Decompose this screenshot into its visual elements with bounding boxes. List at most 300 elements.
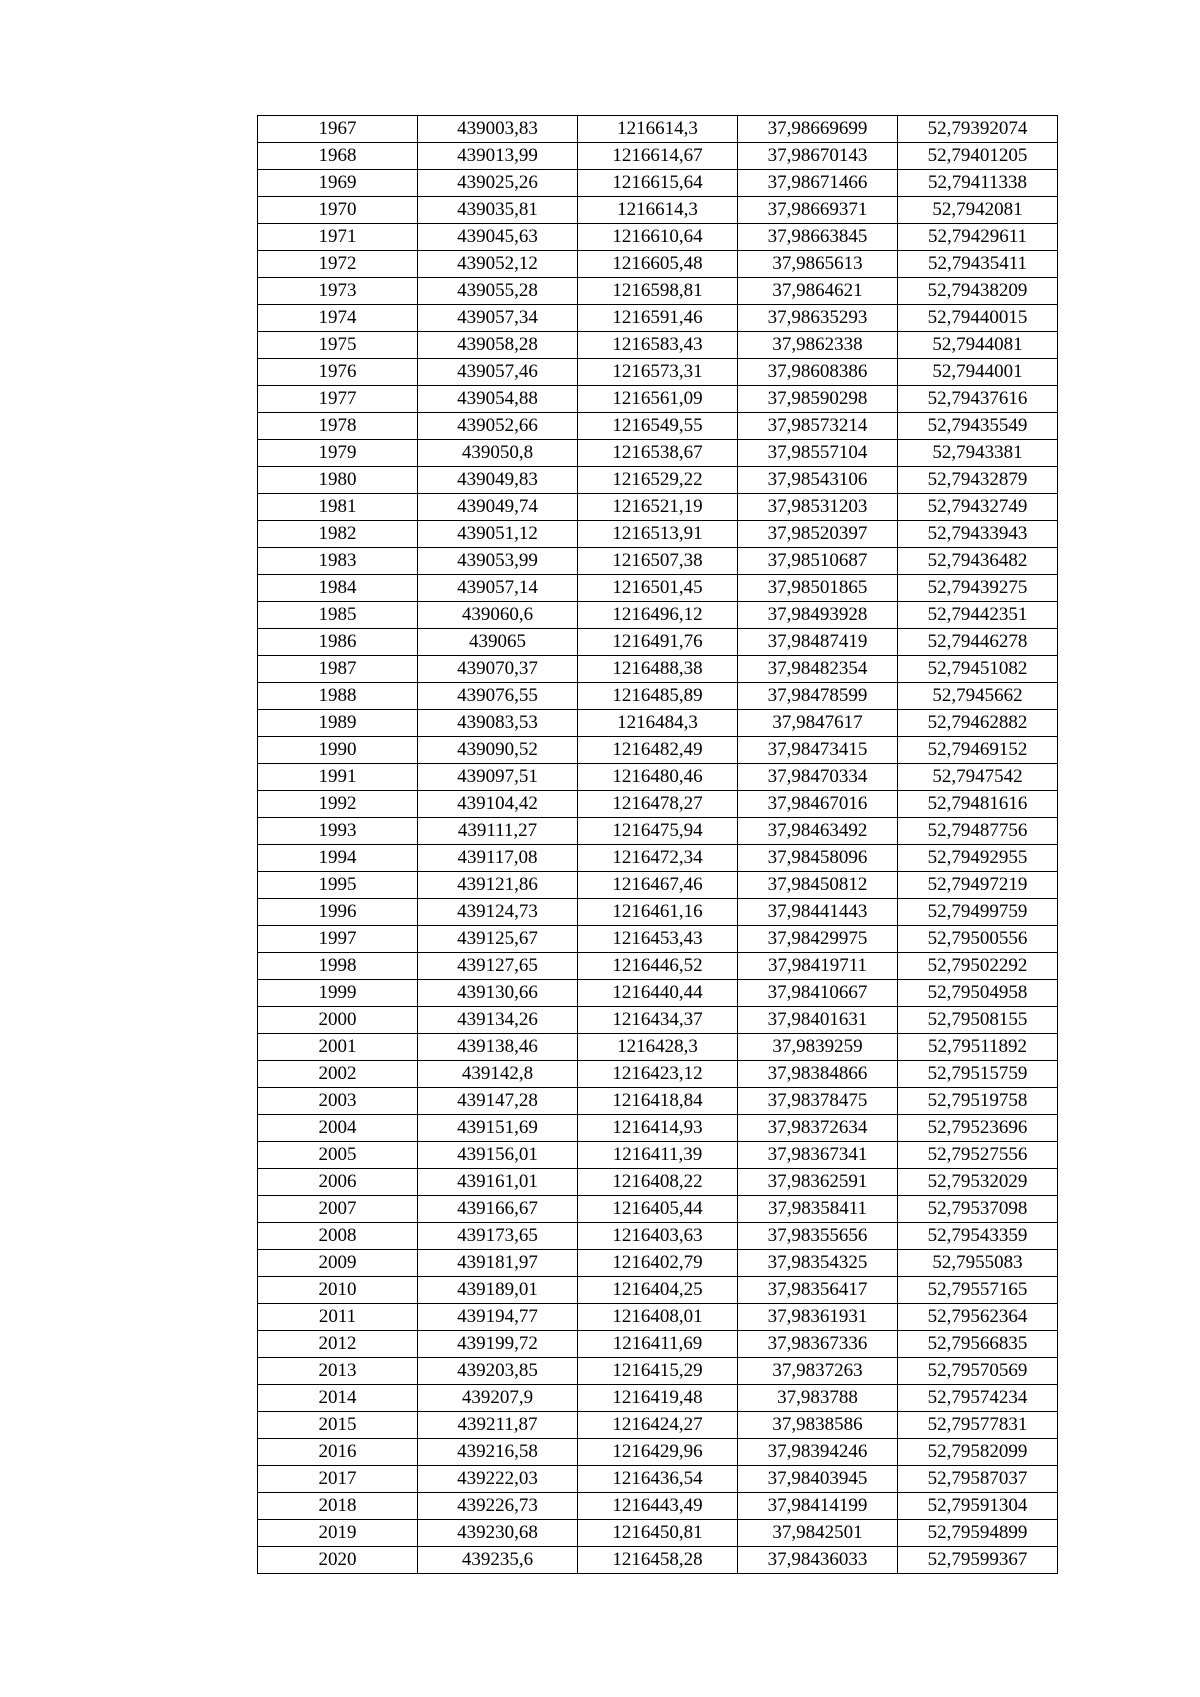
value-b-cell: 1216484,3 — [578, 710, 738, 737]
value-a-cell: 439003,83 — [418, 116, 578, 143]
value-a-cell: 439057,34 — [418, 305, 578, 332]
value-c-cell: 37,9862338 — [738, 332, 898, 359]
value-b-cell: 1216419,48 — [578, 1385, 738, 1412]
value-d-cell: 52,79574234 — [898, 1385, 1058, 1412]
table-row — [258, 953, 1058, 980]
value-d-cell: 52,7947542 — [898, 764, 1058, 791]
value-a-cell: 439045,63 — [418, 224, 578, 251]
value-c-cell: 37,98355656 — [738, 1223, 898, 1250]
year-cell: 1995 — [258, 872, 418, 899]
year-cell: 1997 — [258, 926, 418, 953]
table-row — [258, 494, 1058, 521]
table-row — [258, 224, 1058, 251]
value-a-cell: 439203,85 — [418, 1358, 578, 1385]
value-d-cell: 52,79462882 — [898, 710, 1058, 737]
table-row — [258, 359, 1058, 386]
year-cell: 2001 — [258, 1034, 418, 1061]
value-a-cell: 439070,37 — [418, 656, 578, 683]
value-b-cell: 1216521,19 — [578, 494, 738, 521]
value-d-cell: 52,79562364 — [898, 1304, 1058, 1331]
table-row — [258, 683, 1058, 710]
value-c-cell: 37,98531203 — [738, 494, 898, 521]
value-b-cell: 1216614,3 — [578, 116, 738, 143]
value-b-cell: 1216614,67 — [578, 143, 738, 170]
value-b-cell: 1216605,48 — [578, 251, 738, 278]
year-cell: 1979 — [258, 440, 418, 467]
year-cell: 2008 — [258, 1223, 418, 1250]
value-b-cell: 1216482,49 — [578, 737, 738, 764]
year-cell: 2011 — [258, 1304, 418, 1331]
year-cell: 1967 — [258, 116, 418, 143]
value-d-cell: 52,79433943 — [898, 521, 1058, 548]
table-row — [258, 1331, 1058, 1358]
value-d-cell: 52,79527556 — [898, 1142, 1058, 1169]
year-cell: 1976 — [258, 359, 418, 386]
value-b-cell: 1216598,81 — [578, 278, 738, 305]
value-a-cell: 439173,65 — [418, 1223, 578, 1250]
value-c-cell: 37,98663845 — [738, 224, 898, 251]
value-c-cell: 37,98358411 — [738, 1196, 898, 1223]
value-b-cell: 1216461,16 — [578, 899, 738, 926]
value-b-cell: 1216488,38 — [578, 656, 738, 683]
year-cell: 1971 — [258, 224, 418, 251]
value-c-cell: 37,98361931 — [738, 1304, 898, 1331]
year-cell: 2019 — [258, 1520, 418, 1547]
value-d-cell: 52,79429611 — [898, 224, 1058, 251]
value-a-cell: 439235,6 — [418, 1547, 578, 1574]
table-row — [258, 899, 1058, 926]
value-d-cell: 52,79481616 — [898, 791, 1058, 818]
value-c-cell: 37,98362591 — [738, 1169, 898, 1196]
value-d-cell: 52,79591304 — [898, 1493, 1058, 1520]
table-row — [258, 1196, 1058, 1223]
value-b-cell: 1216424,27 — [578, 1412, 738, 1439]
year-cell: 1977 — [258, 386, 418, 413]
value-c-cell: 37,98608386 — [738, 359, 898, 386]
table-row — [258, 1034, 1058, 1061]
value-b-cell: 1216414,93 — [578, 1115, 738, 1142]
value-b-cell: 1216404,25 — [578, 1277, 738, 1304]
value-c-cell: 37,98410667 — [738, 980, 898, 1007]
value-a-cell: 439138,46 — [418, 1034, 578, 1061]
table-row — [258, 332, 1058, 359]
value-a-cell: 439151,69 — [418, 1115, 578, 1142]
value-d-cell: 52,79432879 — [898, 467, 1058, 494]
value-a-cell: 439057,14 — [418, 575, 578, 602]
table-row — [258, 1169, 1058, 1196]
year-cell: 1983 — [258, 548, 418, 575]
table-row — [258, 1223, 1058, 1250]
year-cell: 1982 — [258, 521, 418, 548]
value-b-cell: 1216501,45 — [578, 575, 738, 602]
table-row — [258, 251, 1058, 278]
table-row — [258, 656, 1058, 683]
value-a-cell: 439194,77 — [418, 1304, 578, 1331]
value-c-cell: 37,9864621 — [738, 278, 898, 305]
value-c-cell: 37,98670143 — [738, 143, 898, 170]
value-c-cell: 37,98543106 — [738, 467, 898, 494]
value-d-cell: 52,79500556 — [898, 926, 1058, 953]
value-b-cell: 1216411,39 — [578, 1142, 738, 1169]
year-cell: 1984 — [258, 575, 418, 602]
value-c-cell: 37,98394246 — [738, 1439, 898, 1466]
year-cell: 1981 — [258, 494, 418, 521]
value-a-cell: 439147,28 — [418, 1088, 578, 1115]
value-a-cell: 439052,12 — [418, 251, 578, 278]
year-cell: 2012 — [258, 1331, 418, 1358]
table-row — [258, 575, 1058, 602]
value-c-cell: 37,98354325 — [738, 1250, 898, 1277]
value-d-cell: 52,79497219 — [898, 872, 1058, 899]
value-c-cell: 37,98463492 — [738, 818, 898, 845]
year-cell: 1988 — [258, 683, 418, 710]
value-b-cell: 1216423,12 — [578, 1061, 738, 1088]
value-b-cell: 1216507,38 — [578, 548, 738, 575]
value-d-cell: 52,79411338 — [898, 170, 1058, 197]
value-d-cell: 52,79543359 — [898, 1223, 1058, 1250]
value-b-cell: 1216405,44 — [578, 1196, 738, 1223]
year-cell: 1994 — [258, 845, 418, 872]
value-d-cell: 52,79392074 — [898, 116, 1058, 143]
value-b-cell: 1216408,22 — [578, 1169, 738, 1196]
value-d-cell: 52,79451082 — [898, 656, 1058, 683]
value-b-cell: 1216529,22 — [578, 467, 738, 494]
value-b-cell: 1216434,37 — [578, 1007, 738, 1034]
value-c-cell: 37,98573214 — [738, 413, 898, 440]
table-row — [258, 143, 1058, 170]
value-a-cell: 439035,81 — [418, 197, 578, 224]
value-d-cell: 52,79582099 — [898, 1439, 1058, 1466]
year-cell: 1985 — [258, 602, 418, 629]
table-row — [258, 710, 1058, 737]
value-c-cell: 37,98482354 — [738, 656, 898, 683]
value-d-cell: 52,79487756 — [898, 818, 1058, 845]
year-cell: 1993 — [258, 818, 418, 845]
table-row — [258, 1520, 1058, 1547]
value-a-cell: 439058,28 — [418, 332, 578, 359]
value-a-cell: 439051,12 — [418, 521, 578, 548]
value-a-cell: 439189,01 — [418, 1277, 578, 1304]
value-c-cell: 37,98669371 — [738, 197, 898, 224]
table-row — [258, 521, 1058, 548]
value-c-cell: 37,98473415 — [738, 737, 898, 764]
value-c-cell: 37,98493928 — [738, 602, 898, 629]
value-a-cell: 439117,08 — [418, 845, 578, 872]
value-a-cell: 439166,67 — [418, 1196, 578, 1223]
value-a-cell: 439161,01 — [418, 1169, 578, 1196]
value-a-cell: 439111,27 — [418, 818, 578, 845]
table-body — [258, 116, 1058, 1574]
value-b-cell: 1216408,01 — [578, 1304, 738, 1331]
value-d-cell: 52,79557165 — [898, 1277, 1058, 1304]
value-c-cell: 37,98557104 — [738, 440, 898, 467]
table-row — [258, 629, 1058, 656]
year-cell: 2018 — [258, 1493, 418, 1520]
value-c-cell: 37,98467016 — [738, 791, 898, 818]
value-a-cell: 439124,73 — [418, 899, 578, 926]
value-a-cell: 439053,99 — [418, 548, 578, 575]
table-row — [258, 980, 1058, 1007]
year-cell: 1987 — [258, 656, 418, 683]
value-b-cell: 1216453,43 — [578, 926, 738, 953]
value-a-cell: 439013,99 — [418, 143, 578, 170]
year-cell: 1999 — [258, 980, 418, 1007]
value-c-cell: 37,9838586 — [738, 1412, 898, 1439]
table-row — [258, 278, 1058, 305]
table-row — [258, 1385, 1058, 1412]
table-row — [258, 737, 1058, 764]
value-a-cell: 439226,73 — [418, 1493, 578, 1520]
year-cell: 1970 — [258, 197, 418, 224]
table-row — [258, 764, 1058, 791]
table-row — [258, 1547, 1058, 1574]
year-cell: 2004 — [258, 1115, 418, 1142]
year-cell: 1980 — [258, 467, 418, 494]
value-a-cell: 439049,83 — [418, 467, 578, 494]
value-d-cell: 52,79523696 — [898, 1115, 1058, 1142]
year-cell: 2010 — [258, 1277, 418, 1304]
year-cell: 2014 — [258, 1385, 418, 1412]
table-row — [258, 548, 1058, 575]
table-row — [258, 1466, 1058, 1493]
value-c-cell: 37,98510687 — [738, 548, 898, 575]
year-cell: 1992 — [258, 791, 418, 818]
value-b-cell: 1216436,54 — [578, 1466, 738, 1493]
value-b-cell: 1216443,49 — [578, 1493, 738, 1520]
value-b-cell: 1216513,91 — [578, 521, 738, 548]
value-a-cell: 439060,6 — [418, 602, 578, 629]
value-a-cell: 439121,86 — [418, 872, 578, 899]
table-row — [258, 1304, 1058, 1331]
year-cell: 1975 — [258, 332, 418, 359]
table-row — [258, 1061, 1058, 1088]
value-d-cell: 52,79508155 — [898, 1007, 1058, 1034]
value-d-cell: 52,79599367 — [898, 1547, 1058, 1574]
value-a-cell: 439181,97 — [418, 1250, 578, 1277]
value-c-cell: 37,98450812 — [738, 872, 898, 899]
value-a-cell: 439207,9 — [418, 1385, 578, 1412]
value-c-cell: 37,98378475 — [738, 1088, 898, 1115]
year-cell: 1986 — [258, 629, 418, 656]
value-c-cell: 37,98419711 — [738, 953, 898, 980]
value-c-cell: 37,98590298 — [738, 386, 898, 413]
value-b-cell: 1216573,31 — [578, 359, 738, 386]
table-row — [258, 602, 1058, 629]
value-d-cell: 52,7943381 — [898, 440, 1058, 467]
value-a-cell: 439054,88 — [418, 386, 578, 413]
value-d-cell: 52,79435411 — [898, 251, 1058, 278]
value-b-cell: 1216411,69 — [578, 1331, 738, 1358]
value-a-cell: 439142,8 — [418, 1061, 578, 1088]
table-row — [258, 305, 1058, 332]
value-c-cell: 37,98356417 — [738, 1277, 898, 1304]
year-cell: 1969 — [258, 170, 418, 197]
value-a-cell: 439216,58 — [418, 1439, 578, 1466]
table-row — [258, 413, 1058, 440]
data-table — [257, 115, 1058, 1574]
value-d-cell: 52,7955083 — [898, 1250, 1058, 1277]
year-cell: 1996 — [258, 899, 418, 926]
table-row — [258, 1493, 1058, 1520]
value-c-cell: 37,98478599 — [738, 683, 898, 710]
value-c-cell: 37,98470334 — [738, 764, 898, 791]
table-row — [258, 467, 1058, 494]
value-d-cell: 52,79442351 — [898, 602, 1058, 629]
year-cell: 1991 — [258, 764, 418, 791]
year-cell: 1968 — [258, 143, 418, 170]
value-c-cell: 37,98367336 — [738, 1331, 898, 1358]
value-a-cell: 439049,74 — [418, 494, 578, 521]
value-c-cell: 37,9865613 — [738, 251, 898, 278]
value-c-cell: 37,98414199 — [738, 1493, 898, 1520]
value-a-cell: 439125,67 — [418, 926, 578, 953]
table-row — [258, 170, 1058, 197]
value-d-cell: 52,79587037 — [898, 1466, 1058, 1493]
value-d-cell: 52,79532029 — [898, 1169, 1058, 1196]
value-c-cell: 37,9837263 — [738, 1358, 898, 1385]
year-cell: 2017 — [258, 1466, 418, 1493]
value-c-cell: 37,98669699 — [738, 116, 898, 143]
year-cell: 2002 — [258, 1061, 418, 1088]
value-d-cell: 52,79519758 — [898, 1088, 1058, 1115]
value-a-cell: 439230,68 — [418, 1520, 578, 1547]
year-cell: 2013 — [258, 1358, 418, 1385]
value-d-cell: 52,79446278 — [898, 629, 1058, 656]
value-b-cell: 1216446,52 — [578, 953, 738, 980]
value-b-cell: 1216480,46 — [578, 764, 738, 791]
value-d-cell: 52,7942081 — [898, 197, 1058, 224]
value-a-cell: 439211,87 — [418, 1412, 578, 1439]
value-c-cell: 37,983788 — [738, 1385, 898, 1412]
value-d-cell: 52,79537098 — [898, 1196, 1058, 1223]
value-d-cell: 52,79469152 — [898, 737, 1058, 764]
value-c-cell: 37,98635293 — [738, 305, 898, 332]
value-b-cell: 1216615,64 — [578, 170, 738, 197]
value-a-cell: 439057,46 — [418, 359, 578, 386]
value-d-cell: 52,79435549 — [898, 413, 1058, 440]
value-b-cell: 1216591,46 — [578, 305, 738, 332]
value-a-cell: 439199,72 — [418, 1331, 578, 1358]
value-b-cell: 1216491,76 — [578, 629, 738, 656]
value-b-cell: 1216561,09 — [578, 386, 738, 413]
value-d-cell: 52,79436482 — [898, 548, 1058, 575]
year-cell: 1989 — [258, 710, 418, 737]
value-b-cell: 1216418,84 — [578, 1088, 738, 1115]
table-row — [258, 845, 1058, 872]
value-d-cell: 52,79570569 — [898, 1358, 1058, 1385]
value-c-cell: 37,98403945 — [738, 1466, 898, 1493]
value-d-cell: 52,79438209 — [898, 278, 1058, 305]
year-cell: 2007 — [258, 1196, 418, 1223]
value-a-cell: 439090,52 — [418, 737, 578, 764]
value-d-cell: 52,7944081 — [898, 332, 1058, 359]
value-a-cell: 439134,26 — [418, 1007, 578, 1034]
table-row — [258, 926, 1058, 953]
year-cell: 2006 — [258, 1169, 418, 1196]
value-d-cell: 52,79439275 — [898, 575, 1058, 602]
table-row — [258, 872, 1058, 899]
value-b-cell: 1216496,12 — [578, 602, 738, 629]
table-row — [258, 386, 1058, 413]
value-a-cell: 439076,55 — [418, 683, 578, 710]
value-d-cell: 52,79499759 — [898, 899, 1058, 926]
value-d-cell: 52,79511892 — [898, 1034, 1058, 1061]
value-b-cell: 1216583,43 — [578, 332, 738, 359]
value-a-cell: 439083,53 — [418, 710, 578, 737]
table-row — [258, 1439, 1058, 1466]
value-a-cell: 439222,03 — [418, 1466, 578, 1493]
year-cell: 2000 — [258, 1007, 418, 1034]
value-d-cell: 52,79594899 — [898, 1520, 1058, 1547]
value-b-cell: 1216428,3 — [578, 1034, 738, 1061]
table-row — [258, 1088, 1058, 1115]
value-a-cell: 439104,42 — [418, 791, 578, 818]
value-d-cell: 52,7944001 — [898, 359, 1058, 386]
value-c-cell: 37,9847617 — [738, 710, 898, 737]
year-cell: 1990 — [258, 737, 418, 764]
value-d-cell: 52,79401205 — [898, 143, 1058, 170]
value-d-cell: 52,79577831 — [898, 1412, 1058, 1439]
value-d-cell: 52,79440015 — [898, 305, 1058, 332]
value-d-cell: 52,79492955 — [898, 845, 1058, 872]
year-cell: 2020 — [258, 1547, 418, 1574]
value-a-cell: 439050,8 — [418, 440, 578, 467]
table-row — [258, 1250, 1058, 1277]
value-a-cell: 439055,28 — [418, 278, 578, 305]
value-d-cell: 52,7945662 — [898, 683, 1058, 710]
table-row — [258, 1358, 1058, 1385]
value-c-cell: 37,98487419 — [738, 629, 898, 656]
value-a-cell: 439127,65 — [418, 953, 578, 980]
value-a-cell: 439052,66 — [418, 413, 578, 440]
value-b-cell: 1216429,96 — [578, 1439, 738, 1466]
value-c-cell: 37,98429975 — [738, 926, 898, 953]
table-row — [258, 1142, 1058, 1169]
value-b-cell: 1216402,79 — [578, 1250, 738, 1277]
value-c-cell: 37,98520397 — [738, 521, 898, 548]
value-c-cell: 37,9842501 — [738, 1520, 898, 1547]
value-b-cell: 1216440,44 — [578, 980, 738, 1007]
year-cell: 1973 — [258, 278, 418, 305]
value-b-cell: 1216478,27 — [578, 791, 738, 818]
value-d-cell: 52,79502292 — [898, 953, 1058, 980]
value-c-cell: 37,98367341 — [738, 1142, 898, 1169]
year-cell: 1998 — [258, 953, 418, 980]
value-c-cell: 37,98384866 — [738, 1061, 898, 1088]
year-cell: 2015 — [258, 1412, 418, 1439]
value-d-cell: 52,79437616 — [898, 386, 1058, 413]
value-d-cell: 52,79504958 — [898, 980, 1058, 1007]
table-row — [258, 1115, 1058, 1142]
value-c-cell: 37,98372634 — [738, 1115, 898, 1142]
year-cell: 2016 — [258, 1439, 418, 1466]
value-a-cell: 439025,26 — [418, 170, 578, 197]
value-b-cell: 1216450,81 — [578, 1520, 738, 1547]
value-d-cell: 52,79566835 — [898, 1331, 1058, 1358]
year-cell: 1974 — [258, 305, 418, 332]
value-c-cell: 37,98436033 — [738, 1547, 898, 1574]
value-b-cell: 1216467,46 — [578, 872, 738, 899]
value-b-cell: 1216415,29 — [578, 1358, 738, 1385]
value-a-cell: 439097,51 — [418, 764, 578, 791]
year-cell: 2005 — [258, 1142, 418, 1169]
year-cell: 2003 — [258, 1088, 418, 1115]
table-row — [258, 1412, 1058, 1439]
value-c-cell: 37,98458096 — [738, 845, 898, 872]
value-b-cell: 1216485,89 — [578, 683, 738, 710]
value-a-cell: 439065 — [418, 629, 578, 656]
year-cell: 1972 — [258, 251, 418, 278]
